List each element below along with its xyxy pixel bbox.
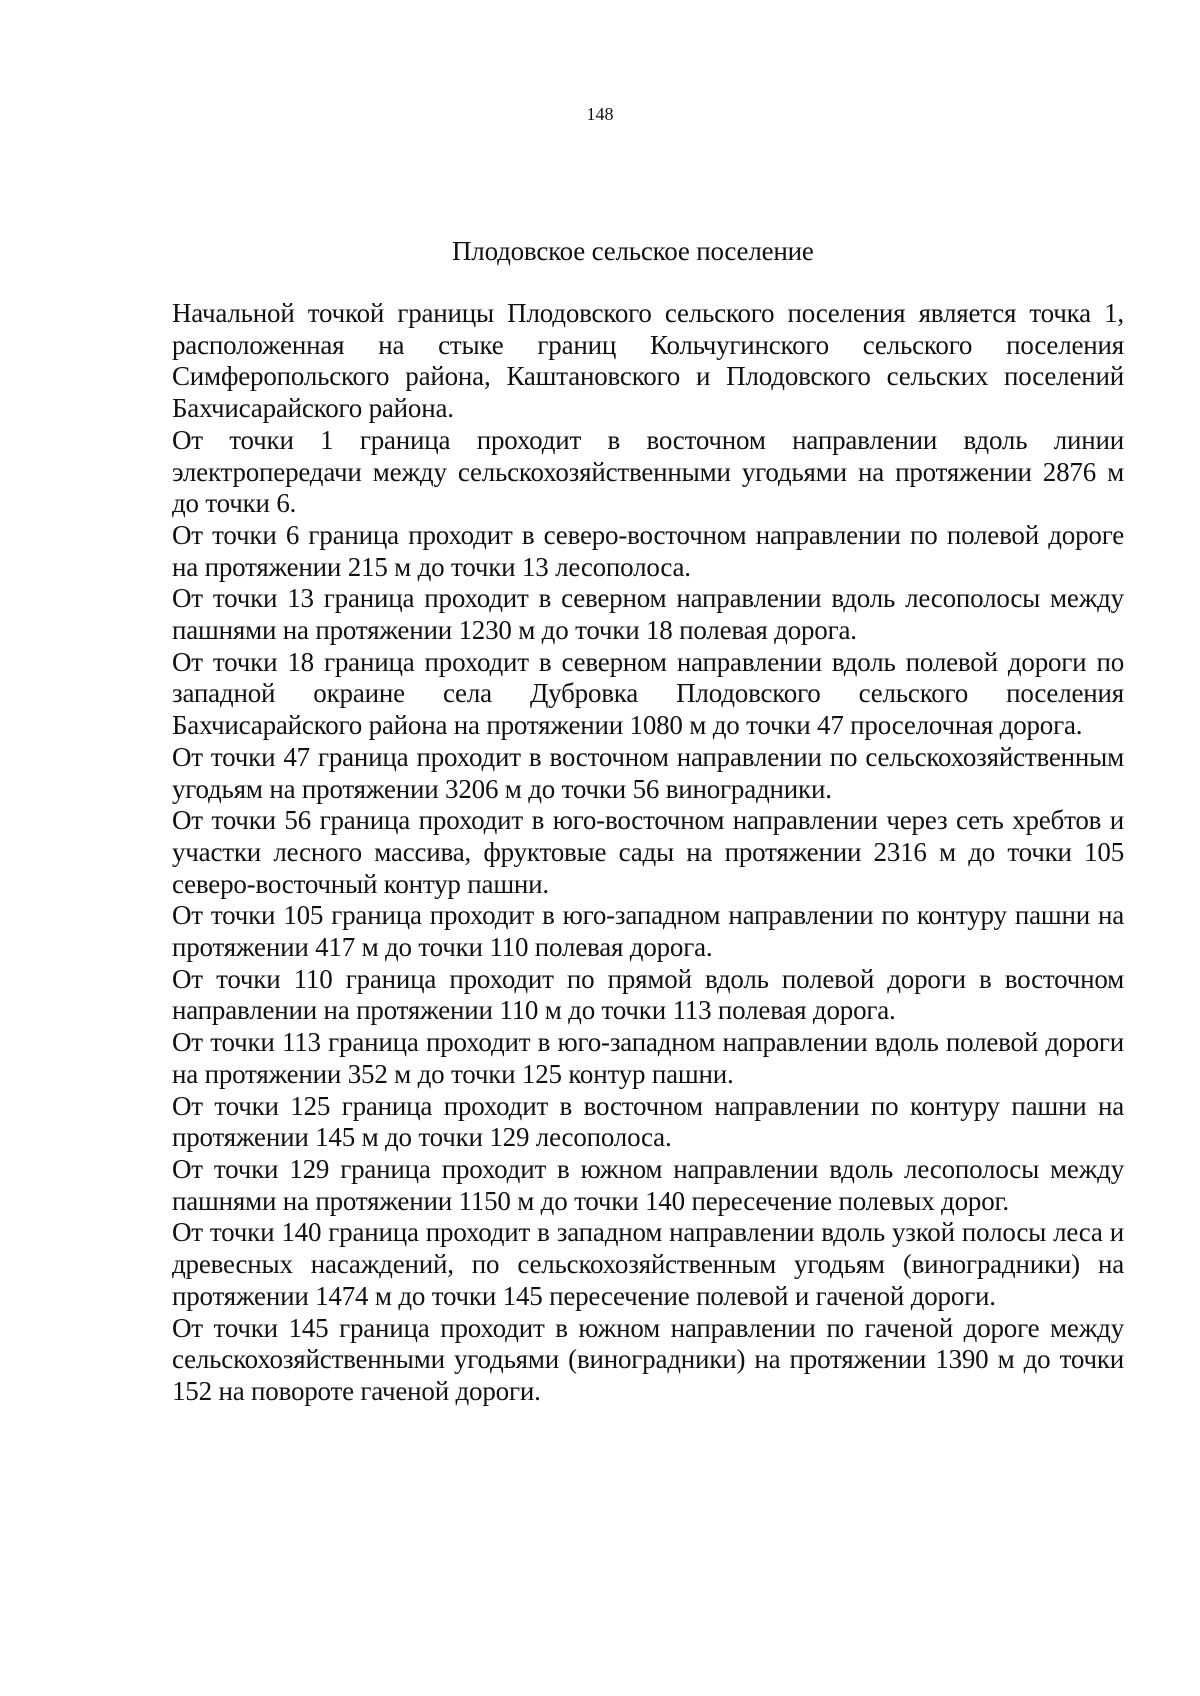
paragraph-point-125: От точки 125 граница проходит в восточном направлении по контуру пашни на протяжении 145 м до точки 129 лесополоса. xyxy=(172,1090,1124,1153)
document-body xyxy=(172,298,1124,1408)
paragraph-point-6: От точки 6 граница проходит в северо-восточном направлении по полевой дороге на протяжении 215 м до точки 13 лесополоса. xyxy=(172,519,1124,582)
paragraph-point-129: От точки 129 граница проходит в южном направлении вдоль лесополосы между пашнями на протяжении 1150 м до точки 140 пересечение полевых дорог. xyxy=(172,1153,1124,1216)
paragraph-point-13: От точки 13 граница проходит в северном направлении вдоль лесополосы между пашнями на протяжении 1230 м до точки 18 полевая дорога. xyxy=(172,583,1124,646)
paragraph-point-105: От точки 105 граница проходит в юго-западном направлении по контуру пашни на протяжении 417 м до точки 110 полевая дорога. xyxy=(172,900,1124,963)
paragraph-point-140: От точки 140 граница проходит в западном направлении вдоль узкой полосы леса и древесных насаждений, по сельскохозяйственным угодьям (виноградники) на протяжении 1474 м до точки 145 пересечение полевой и гаченой дороги. xyxy=(172,1217,1124,1311)
page-number: 148 xyxy=(586,104,614,124)
paragraph-point-113: От точки 113 граница проходит в юго-западном направлении вдоль полевой дороги на протяжении 352 м до точки 125 контур пашни. xyxy=(172,1027,1124,1089)
paragraph-point-145: От точки 145 граница проходит в южном направлении по гаченой дороге между сельскохозяйственными угодьями (виноградники) на протяжении 1390 м до точки 152 на повороте гаченой дороги. xyxy=(172,1312,1124,1406)
section-title: Плодовское сельское поселение xyxy=(452,236,814,266)
paragraph-point-56: От точки 56 граница проходит в юго-восточном направлении через сеть хребтов и участки лесного массива, фруктовые сады на протяжении 2316 м до точки 105 северо-восточный контур пашни. xyxy=(172,805,1124,899)
paragraph-point-18: От точки 18 граница проходит в северном направлении вдоль полевой дороги по западной окраине села Дубровка Плодовского сельского поселения Бахчисарайского района на протяжении 1080 м до точки 47 проселочная дорога. xyxy=(172,646,1124,741)
paragraph-point-110: От точки 110 граница проходит по прямой вдоль полевой дороги в восточном направлении на протяжении 110 м до точки 113 полевая дорога. xyxy=(172,963,1124,1026)
paragraph-point-47: От точки 47 граница проходит в восточном направлении по сельскохозяйственным угодьям на протяжении 3206 м до точки 56 виноградники. xyxy=(172,741,1124,804)
paragraph-point-1: От точки 1 граница проходит в восточном направлении вдоль линии электропередачи между сельскохозяйственными угодьями на протяжении 2876 м до точки 6. xyxy=(172,424,1124,519)
paragraph-start-point: Начальной точкой границы Плодовского сельского поселения является точка 1, расположенная на стыке границ Кольчугинского сельского поселения Симферопольского района, Каштановского и Плодовского сельских поселений Бахчисарайского района. xyxy=(172,298,1124,424)
